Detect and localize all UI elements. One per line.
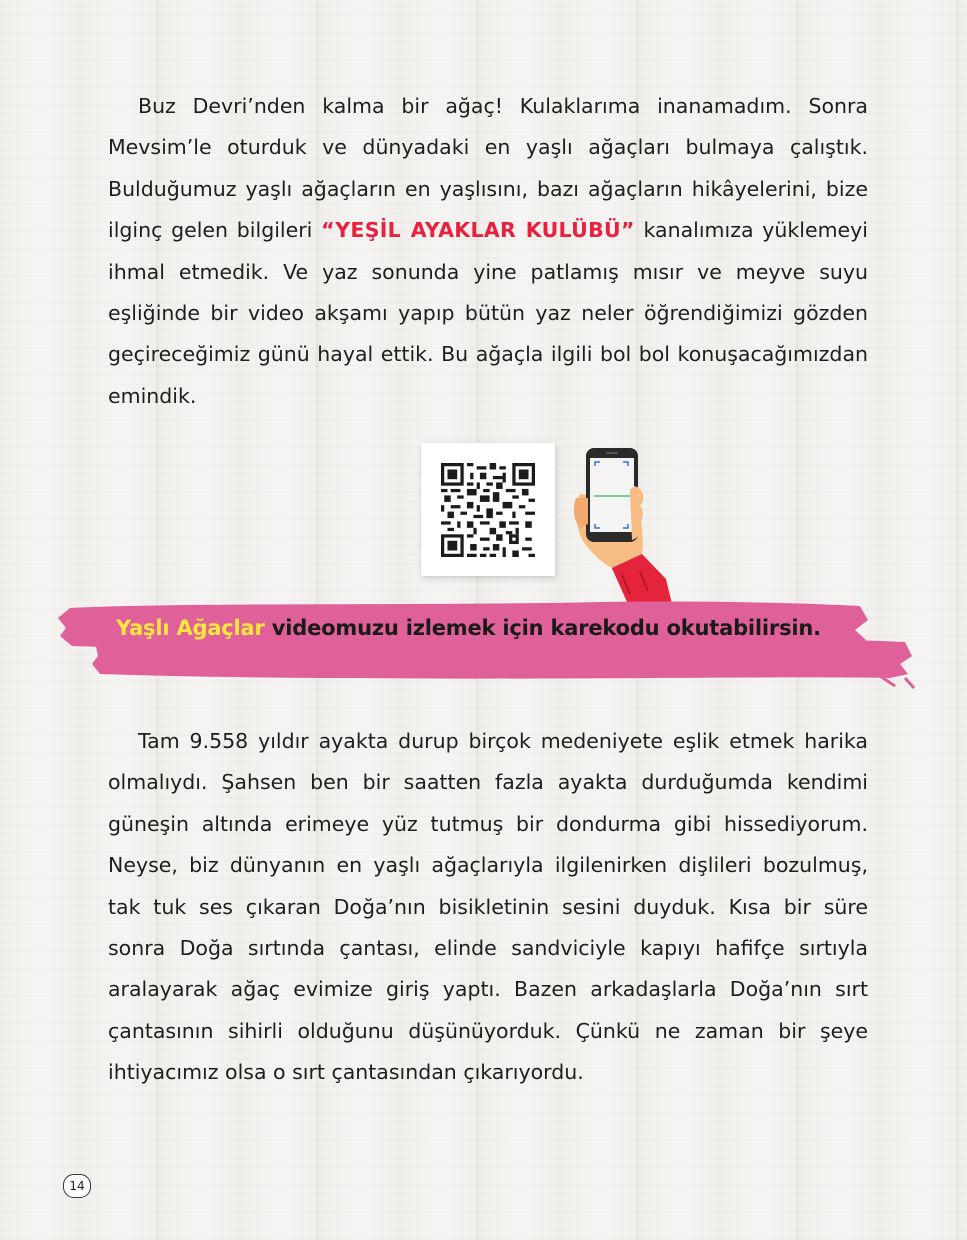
qr-info-banner bbox=[0, 590, 967, 690]
channel-name-highlight: “YEŞİL AYAKLAR KULÜBÜ” bbox=[321, 218, 635, 243]
page-number: 14 bbox=[63, 1174, 91, 1198]
pink-brush-stroke bbox=[0, 590, 967, 690]
smartphone-in-hand-icon bbox=[570, 444, 680, 604]
banner-caption bbox=[116, 616, 821, 640]
paragraph-1-text-b: kanalımıza yüklemeyi ihmal etmedik. Ve yaz sonunda yine patlamış mısır ve meyve suyu eşliğinde bir video akşamı yapıp bütün yaz neler öğrendiğimizi gözden geçireceğimiz günü hayal ettik. Bu ağaçla ilgili bol bol konuşacağımızdan emindik. bbox=[108, 218, 868, 408]
story-paragraph-2 bbox=[108, 721, 868, 1094]
qr-code-icon bbox=[441, 463, 535, 557]
banner-highlight: Yaşlı Ağaçlar bbox=[116, 616, 265, 640]
banner-text: videomuzu izlemek için karekodu okutabilirsin. bbox=[264, 616, 821, 640]
qr-code-card[interactable] bbox=[421, 443, 555, 576]
paragraph-2-text: Tam 9.558 yıldır ayakta durup birçok medeniyete eşlik etmek harika olmalıydı. Şahsen ben bir saatten fazla ayakta durduğumda kendimi güneşin altında erimeye yüz tutmuş bir dondurma gibi hissediyorum. Neyse, biz dünyanın en yaşlı ağaçlarıyla ilgilenirken dişlileri bozulmuş, tak tuk ses çıkaran Doğa’nın bisikletinin sesini duyduk. Kısa bir süre sonra Doğa sırtında çantası, elinde sandviciyle kapıyı hafifçe sırtıyla aralayarak ağaç evimize giriş yaptı. Bazen arkadaşlarla Doğa’nın sırt çantasının sihirli olduğunu düşünüyorduk. Çünkü ne zaman bir şeye ihtiyacımız olsa o sırt çantasından çıkarıyordu. bbox=[108, 729, 868, 1085]
story-paragraph-1 bbox=[108, 86, 868, 417]
paragraph-1-text-a: Buz Devri’nden kalma bir ağaç! Kulaklarıma inanamadım. Sonra Mevsim’le oturduk ve dünyadaki en yaşlı ağaçları bulmaya çalıştık. Bulduğumuz yaşlı ağaçların en yaşlısını, bazı ağaçların hikâyelerini, bize ilginç gelen bilgileri bbox=[108, 94, 868, 243]
